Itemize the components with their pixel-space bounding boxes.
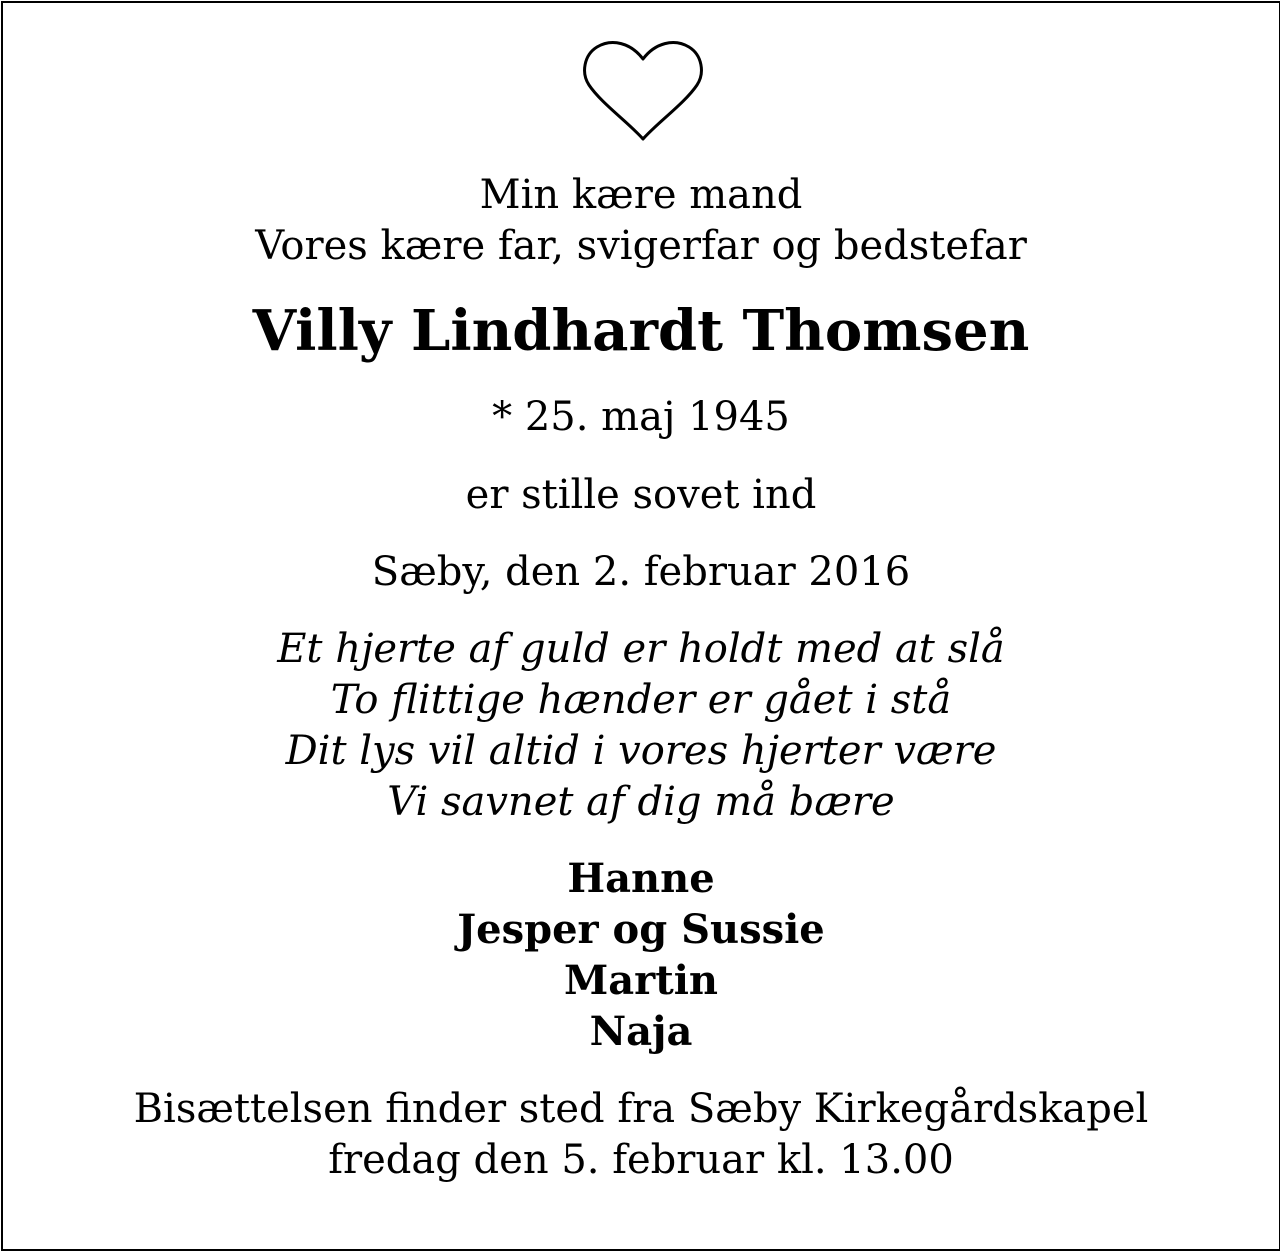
signature-3: Martin (563, 957, 719, 1004)
heart-icon (581, 39, 705, 147)
signature-1: Hanne (567, 855, 715, 902)
funeral-line-1: Bisættelsen finder sted fra Sæby Kirkegårdskapel (133, 1086, 1149, 1132)
passed-text: er stille sovet ind (465, 472, 817, 518)
verse-line-4: Vi savnet af dig må bære (387, 779, 895, 825)
intro-line-2: Vores kære far, svigerfar og bedstefar (255, 223, 1027, 269)
verse-line-3: Dit lys vil altid i vores hjerter være (285, 728, 997, 774)
birth-date: * 25. maj 1945 (492, 394, 790, 440)
place-and-date: Sæby, den 2. februar 2016 (371, 549, 911, 595)
verse-line-1: Et hjerte af guld er holdt med at slå (277, 626, 1005, 672)
obituary-frame (1, 1, 1280, 1251)
verse-line-2: To flittige hænder er gået i stå (330, 677, 952, 723)
signature-2: Jesper og Sussie (457, 906, 825, 953)
signature-4: Naja (589, 1008, 693, 1055)
intro-line-1: Min kære mand (479, 172, 803, 218)
deceased-name: Villy Lindhardt Thomsen (252, 298, 1030, 364)
obituary-notice (3, 3, 1279, 1249)
funeral-line-2: fredag den 5. februar kl. 13.00 (328, 1137, 954, 1183)
